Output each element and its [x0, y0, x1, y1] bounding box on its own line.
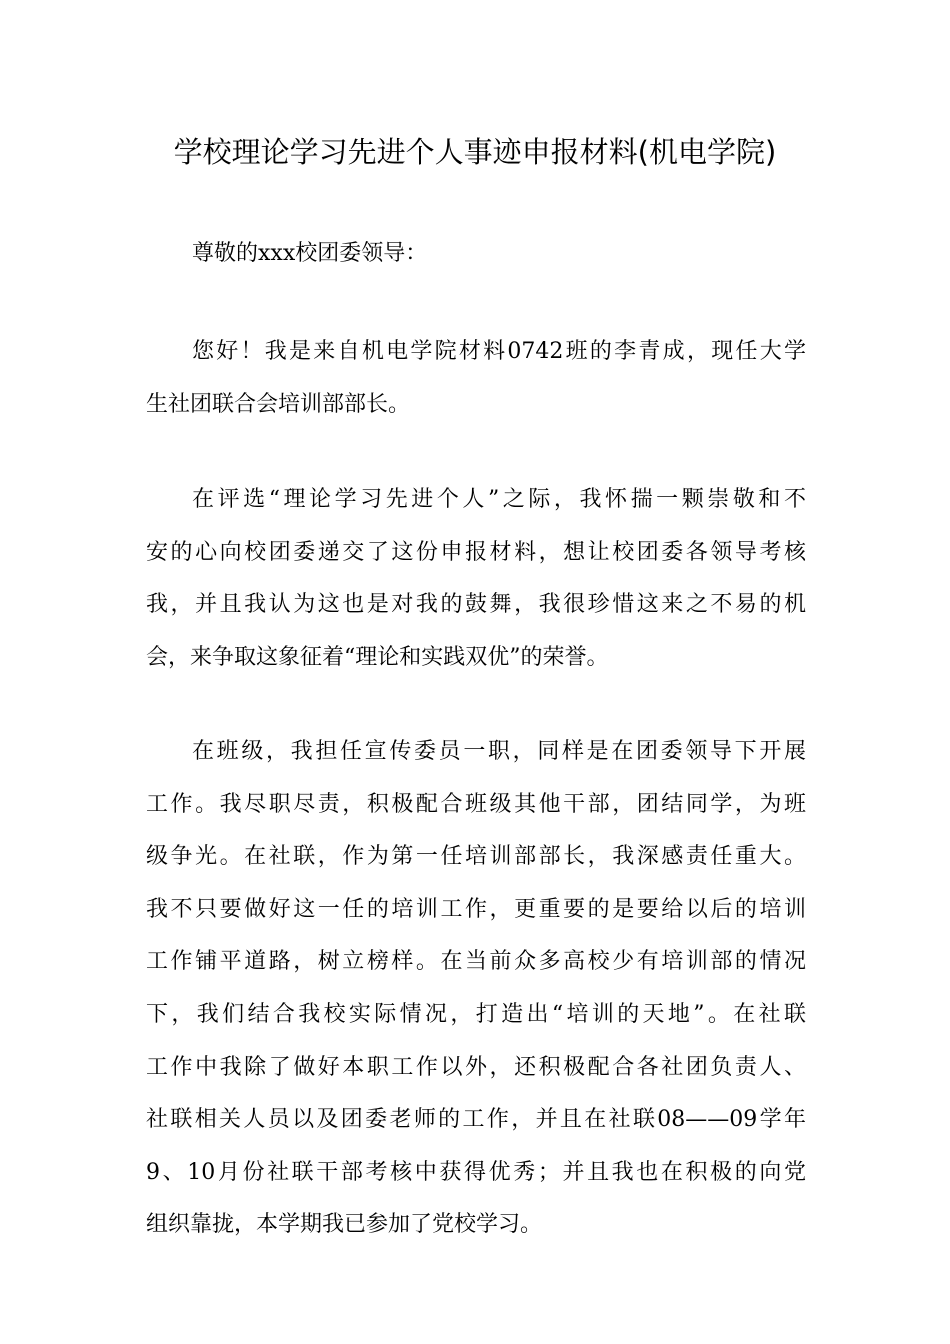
- paragraph-line: 您好！我是来自机电学院材料0742班的李青成，现任大学: [192, 339, 806, 364]
- paragraph-line: 下，我们结合我校实际情况，打造出“培训的天地”。在社联: [146, 1001, 806, 1027]
- paragraph-line: 我不只要做好这一任的培训工作，更重要的是要给以后的培训: [146, 896, 806, 922]
- paragraph-line: 级争光。在社联，作为第一任培训部部长，我深感责任重大。: [146, 844, 806, 870]
- paragraph-line: 工作中我除了做好本职工作以外，还积极配合各社团负责人、: [146, 1054, 806, 1080]
- paragraph-2: [146, 474, 806, 684]
- paragraph-line: 在评选“理论学习先进个人”之际，我怀揣一颗崇敬和不: [192, 487, 806, 512]
- salutation-block: [146, 228, 806, 281]
- salutation-line: 尊敬的xxx校团委领导：: [192, 241, 428, 266]
- document-title: 学校理论学习先进个人事迹申报材料(机电学院): [173, 135, 777, 169]
- paragraph-3: [146, 726, 806, 1252]
- paragraph-line: 生社团联合会培训部部长。: [146, 391, 411, 417]
- paragraph-line: 安的心向校团委递交了这份申报材料，想让校团委各领导考核: [146, 539, 806, 565]
- paragraph-line: 我，并且我认为这也是对我的鼓舞，我很珍惜这来之不易的机: [146, 592, 806, 618]
- paragraph-line: 在班级，我担任宣传委员一职，同样是在团委领导下开展: [192, 739, 806, 764]
- paragraph-line: 工作铺平道路，树立榜样。在当前众多高校少有培训部的情况: [146, 949, 806, 975]
- paragraph-line: 9、10月份社联干部考核中获得优秀；并且我也在积极的向党: [146, 1159, 806, 1185]
- paragraph-line: 工作。我尽职尽责，积极配合班级其他干部，团结同学，为班: [146, 791, 806, 817]
- paragraph-1: [146, 326, 806, 431]
- paragraph-line: 组织靠拢，本学期我已参加了党校学习。: [146, 1212, 543, 1238]
- paragraph-line: 社联相关人员以及团委老师的工作，并且在社联08——09学年: [146, 1107, 806, 1133]
- paragraph-line: 会，来争取这象征着“理论和实践双优”的荣誉。: [146, 644, 609, 670]
